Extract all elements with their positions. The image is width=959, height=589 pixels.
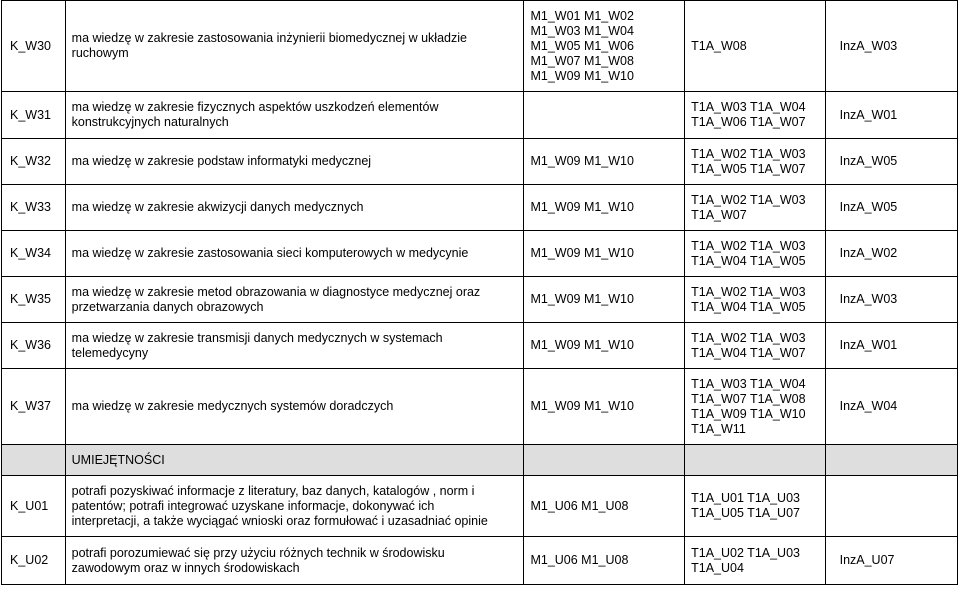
table-row (2, 277, 958, 323)
outcome-code: K_W35 (2, 277, 66, 323)
area-effects: T1A_W02 T1A_W03 T1A_W07 (685, 185, 825, 231)
outcome-code: K_W37 (2, 369, 66, 445)
module-effects: M1_U06 M1_U08 (524, 537, 685, 585)
knowledge-rows (2, 1, 958, 585)
section-spacer (685, 445, 825, 476)
engineering-effects: InzA_U07 (825, 537, 957, 585)
outcome-code: K_W34 (2, 231, 66, 277)
area-effects: T1A_W03 T1A_W04 T1A_W06 T1A_W07 (685, 92, 825, 139)
section-heading: UMIEJĘTNOŚCI (65, 445, 524, 476)
section-spacer (2, 445, 66, 476)
area-effects: T1A_W08 (685, 1, 825, 92)
learning-outcomes-table (1, 0, 958, 585)
area-effects: T1A_W02 T1A_W03 T1A_W04 T1A_W07 (685, 323, 825, 369)
outcome-description: ma wiedzę w zakresie metod obrazowania w diagnostyce medycznej oraz przetwarzania danych obrazowych (65, 277, 524, 323)
module-effects (524, 92, 685, 139)
outcome-description: potrafi porozumiewać się przy użyciu różnych technik w środowisku zawodowym oraz w innych środowiskach (65, 537, 524, 585)
module-effects: M1_W09 M1_W10 (524, 231, 685, 277)
outcome-code: K_W36 (2, 323, 66, 369)
section-spacer (524, 445, 685, 476)
engineering-effects: InzA_W04 (825, 369, 957, 445)
area-effects: T1A_W02 T1A_W03 T1A_W05 T1A_W07 (685, 139, 825, 185)
engineering-effects: InzA_W05 (825, 185, 957, 231)
outcome-description: potrafi pozyskiwać informacje z literatury, baz danych, katalogów , norm i patentów; potrafi integrować uzyskane informacje, dokonywać ich interpretacji, a także wyciągać wnioski oraz formułować i uzasadniać opinie (65, 476, 524, 537)
outcome-code: K_W31 (2, 92, 66, 139)
table-row (2, 231, 958, 277)
outcome-description: ma wiedzę w zakresie zastosowania sieci komputerowych w medycynie (65, 231, 524, 277)
module-effects: M1_U06 M1_U08 (524, 476, 685, 537)
module-effects: M1_W09 M1_W10 (524, 323, 685, 369)
area-effects: T1A_W02 T1A_W03 T1A_W04 T1A_W05 (685, 277, 825, 323)
engineering-effects: InzA_W02 (825, 231, 957, 277)
engineering-effects: InzA_W05 (825, 139, 957, 185)
outcome-description: ma wiedzę w zakresie zastosowania inżynierii biomedycznej w układzie ruchowym (65, 1, 524, 92)
outcome-description: ma wiedzę w zakresie transmisji danych medycznych w systemach telemedycyny (65, 323, 524, 369)
engineering-effects: InzA_W03 (825, 1, 957, 92)
outcome-code: K_U02 (2, 537, 66, 585)
engineering-effects: InzA_W01 (825, 323, 957, 369)
table-row (2, 537, 958, 585)
table-row (2, 1, 958, 92)
area-effects: T1A_U01 T1A_U03 T1A_U05 T1A_U07 (685, 476, 825, 537)
area-effects: T1A_W03 T1A_W04 T1A_W07 T1A_W08 T1A_W09 T1A_W10 T1A_W11 (685, 369, 825, 445)
section-row (2, 445, 958, 476)
outcome-description: ma wiedzę w zakresie akwizycji danych medycznych (65, 185, 524, 231)
area-effects: T1A_U02 T1A_U03 T1A_U04 (685, 537, 825, 585)
outcome-code: K_W33 (2, 185, 66, 231)
outcome-description: ma wiedzę w zakresie podstaw informatyki medycznej (65, 139, 524, 185)
table-row (2, 369, 958, 445)
engineering-effects: InzA_W01 (825, 92, 957, 139)
module-effects: M1_W01 M1_W02 M1_W03 M1_W04 M1_W05 M1_W06 M1_W07 M1_W08 M1_W09 M1_W10 (524, 1, 685, 92)
table-row (2, 185, 958, 231)
section-spacer (825, 445, 957, 476)
outcome-code: K_W30 (2, 1, 66, 92)
table-row (2, 139, 958, 185)
table-row (2, 92, 958, 139)
table-row (2, 323, 958, 369)
area-effects: T1A_W02 T1A_W03 T1A_W04 T1A_W05 (685, 231, 825, 277)
module-effects: M1_W09 M1_W10 (524, 277, 685, 323)
module-effects: M1_W09 M1_W10 (524, 185, 685, 231)
outcome-description: ma wiedzę w zakresie fizycznych aspektów uszkodzeń elementów konstrukcyjnych naturalnych (65, 92, 524, 139)
engineering-effects: InzA_W03 (825, 277, 957, 323)
module-effects: M1_W09 M1_W10 (524, 369, 685, 445)
outcome-code: K_U01 (2, 476, 66, 537)
engineering-effects (825, 476, 957, 537)
table-row (2, 476, 958, 537)
outcome-code: K_W32 (2, 139, 66, 185)
module-effects: M1_W09 M1_W10 (524, 139, 685, 185)
outcome-description: ma wiedzę w zakresie medycznych systemów doradczych (65, 369, 524, 445)
